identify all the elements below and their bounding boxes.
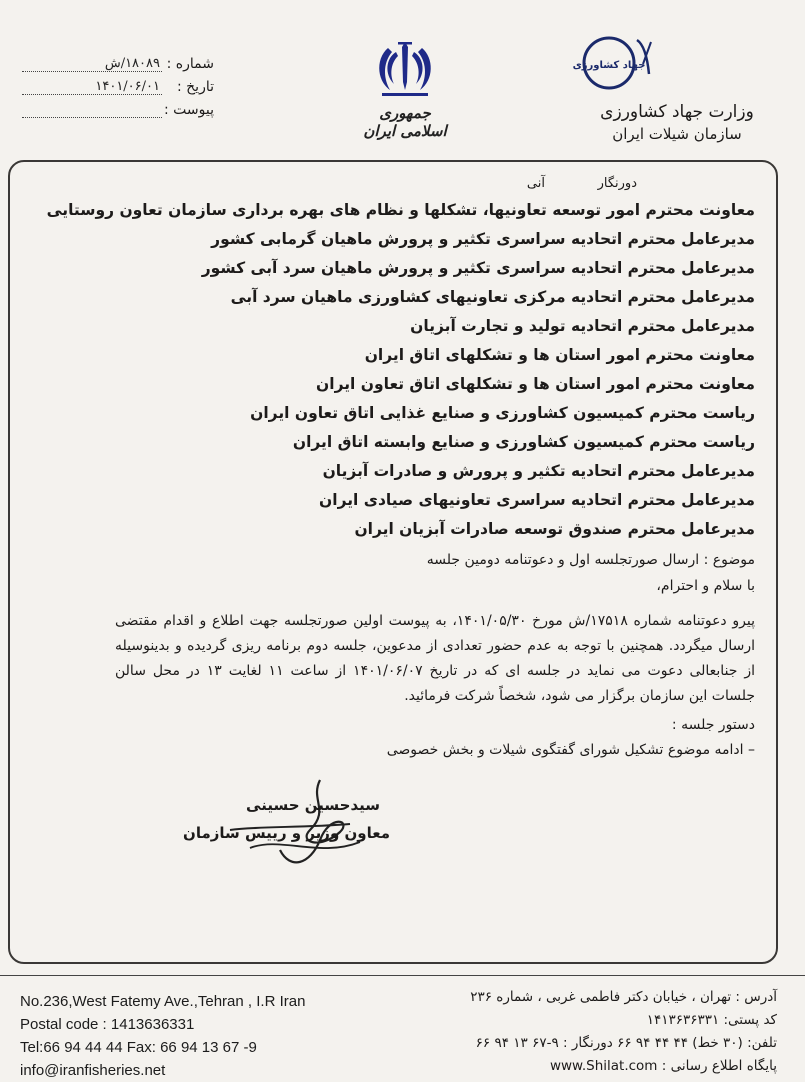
footer-en-email[interactable]: info@iranfisheries.net [20,1062,166,1079]
attachment-label: پیوست : [164,102,214,118]
footer-fa-phone: تلفن: (۳۰ خط) ۴۴ ۴۴ ۹۴ ۶۶ دورنگار : ۹-۶۷ ۱۳ ۹۴ ۶۶ [475,1035,777,1051]
footer-en-postal: Postal code : 1413636331 [20,1016,195,1033]
emblem-text: جمهوری اسلامی ایران [363,104,447,140]
recipient-list [46,196,755,544]
copy-mark-fax: دورنگار [597,176,637,191]
recipient-item: مدیرعامل محترم اتحادیه تولید و تجارت آبزیان [410,317,755,335]
agenda-title: دستور جلسه : [671,717,755,733]
date-row [22,79,222,102]
footer-en-phone: Tel:66 94 44 44 Fax: 66 94 13 67 -9 [20,1039,257,1056]
recipient-item: ریاست محترم کمیسیون کشاورزی و صنایع غذایی اتاق تعاون ایران [250,404,755,422]
number-label: شماره : [166,56,214,72]
national-emblem [355,38,455,140]
recipient-item: مدیرعامل محترم اتحادیه سراسری تکثیر و پرورش ماهیان سرد آبی کشور [201,259,755,277]
signer-title: معاون وزیر و رییس سازمان [183,824,390,842]
footer-en-address: No.236,West Fatemy Ave.,Tehran , I.R Iran [20,993,306,1010]
number-value: ۱۸۰۸۹/ش [104,56,160,71]
recipient-item: مدیرعامل محترم اتحادیه سراسری تکثیر و پرورش ماهیان گرمابی کشور [211,230,755,248]
footer-fa-website[interactable]: پایگاه اطلاع رسانی : www.Shilat.com [549,1058,777,1074]
recipient-item: مدیرعامل محترم اتحادیه سراسری تعاونیهای صیادی ایران [319,491,755,509]
recipient-item: مدیرعامل محترم اتحادیه تکثیر و پرورش و صادرات آبزیان [322,462,755,480]
organization-name: سازمان شیلات ایران [612,125,742,143]
recipient-item: مدیرعامل محترم اتحادیه مرکزی تعاونیهای کشاورزی ماهیان سرد آبی [230,288,755,306]
recipient-item: مدیرعامل محترم صندوق توسعه صادرات آبزیان ایران [354,520,755,538]
recipient-item: معاونت محترم امور استان ها و تشکلهای اتاق ایران [364,346,755,364]
copy-mark-urgent: آنی [526,176,545,191]
footer-fa-address: آدرس : تهران ، خیابان دکتر فاطمی غربی ، شماره ۲۳۶ [470,989,777,1005]
signature-block [170,770,410,880]
footer-divider [0,975,805,976]
ministry-name: وزارت جهاد کشاورزی [600,102,754,122]
signer-name: سیدحسین حسینی [246,796,380,814]
date-label: تاریخ : [176,79,214,95]
recipient-item: ریاست محترم کمیسیون کشاورزی و صنایع وابسته اتاق ایران [292,433,755,451]
footer-fa-postal: کد پستی: ۱۴۱۳۶۳۶۳۳۱ [646,1012,777,1028]
footer-english [20,990,305,1082]
number-dots [22,71,162,72]
letter-meta [22,56,222,125]
number-row [22,56,222,79]
ministry-header [573,34,777,143]
letter-subject: موضوع : ارسال صورتجلسه اول و دعوتنامه دومین جلسه [426,552,755,568]
recipient-item: معاونت محترم امور استان ها و تشکلهای اتاق تعاون ایران [316,375,755,393]
footer-persian [357,986,777,1078]
agenda-item: – ادامه موضوع تشکیل شورای گفتگوی شیلات و بخش خصوصی [386,742,755,758]
copy-marks [115,176,755,196]
letter-greeting: با سلام و احترام، [656,578,755,594]
recipient-item: معاونت محترم امور توسعه تعاونیها، تشکلها و نظام های بهره برداری سازمان تعاون روستایی [46,201,755,219]
letter-paragraph: پیرو دعوتنامه شماره ۱۷۵۱۸/ش مورخ ۱۴۰۱/۰۵/۳۰، به پیوست اولین صورتجلسه جهت اطلاع و اقدام مقتضی ارسال میگردد. همچنین با توجه به عدم حضور تعدادی از مدعوین، جلسه دوم برنامه ریزی گردیده و بدینوسیله از جنابعالی دعوت می نماید در جلسه ای که در تاریخ ۱۴۰۱/۰۶/۰۷ از ساعت ۱۱ لغایت ۱۳ در محل سالن جلسات این سازمان برگزار می شود، شخصاً شرکت فرمائید. [115,613,755,704]
letter-body [46,176,755,763]
ministry-logo-text: جهاد کشاورزی [573,60,646,71]
date-value: ۱۴۰۱/۰۶/۰۱ [95,79,160,94]
attachment-dots [22,117,162,118]
ministry-logo-icon [573,34,661,92]
attachment-row [22,102,222,125]
date-dots [22,94,162,95]
emblem-icon [372,38,438,100]
